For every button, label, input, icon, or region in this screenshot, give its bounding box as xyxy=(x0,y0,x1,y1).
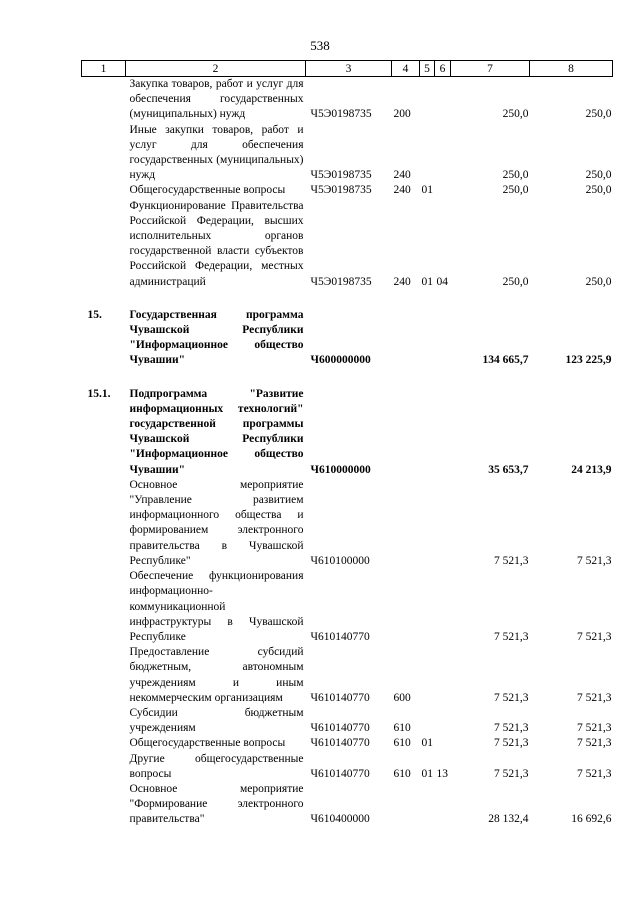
section-code xyxy=(420,782,435,828)
expense-type xyxy=(392,569,420,645)
subsection-code xyxy=(435,183,451,198)
subsection-code xyxy=(435,736,451,751)
amount-year-2: 7 521,3 xyxy=(577,554,612,567)
section-code: 01 xyxy=(421,275,433,288)
amount-year-1: 250,0 xyxy=(502,275,529,288)
target-code: Ч610400000 xyxy=(310,813,370,826)
target-code: Ч610140770 xyxy=(310,630,370,643)
target-code: Ч5Э0198735 xyxy=(310,184,372,197)
table-row xyxy=(82,183,613,198)
table-row xyxy=(82,478,613,569)
amount-year-2: 250,0 xyxy=(585,275,612,288)
row-number xyxy=(82,752,126,782)
header-row xyxy=(82,61,613,77)
expense-type xyxy=(392,387,420,478)
amount-year-2: 7 521,3 xyxy=(577,722,612,735)
row-name: Субсидии бюджетным учреждениям xyxy=(129,706,304,735)
row-name: Основное мероприятие "Управление развитием информационного общества и формированием электронного правительства в Чувашской Республике" xyxy=(129,478,304,567)
row-number xyxy=(82,183,126,198)
section-code xyxy=(420,123,435,184)
subsection-code xyxy=(435,308,451,369)
row-name: Общегосударственные вопросы xyxy=(129,184,286,197)
row-name: Другие общегосударственные вопросы xyxy=(129,752,304,780)
subsection-code xyxy=(435,782,451,828)
expense-type: 600 xyxy=(393,691,411,704)
section-code: 01 xyxy=(421,184,433,197)
row-number xyxy=(82,645,126,706)
row-name: Обеспечение функционирования информационно-коммуникационной инфраструктуры в Чувашской Республике xyxy=(129,570,304,643)
amount-year-1: 7 521,3 xyxy=(494,737,529,750)
row-name: Общегосударственные вопросы xyxy=(129,737,286,750)
row-name: Подпрограмма "Развитие информационных технологий" государственной программы Чувашской Республики "Информационное общество Чувашии" xyxy=(129,387,304,476)
expense-type: 610 xyxy=(393,767,411,780)
table-row xyxy=(82,782,613,828)
expense-type: 240 xyxy=(393,184,411,197)
amount-year-1: 250,0 xyxy=(502,108,529,121)
section-code xyxy=(420,308,435,369)
row-number xyxy=(82,706,126,736)
subsection-code xyxy=(435,387,451,478)
section-code xyxy=(420,478,435,569)
target-code: Ч5Э0198735 xyxy=(310,108,372,121)
table-row xyxy=(82,752,613,782)
amount-year-1: 7 521,3 xyxy=(494,691,529,704)
row-number xyxy=(82,199,126,290)
subsection-code: 13 xyxy=(436,767,448,780)
spacer-row xyxy=(82,369,613,387)
table-row xyxy=(82,645,613,706)
table-body xyxy=(82,77,613,828)
row-number xyxy=(82,478,126,569)
section-code: 01 xyxy=(421,767,433,780)
amount-year-2: 16 692,6 xyxy=(571,813,612,826)
table-row xyxy=(82,199,613,290)
table-row xyxy=(82,736,613,751)
section-code xyxy=(420,387,435,478)
budget-table xyxy=(81,60,613,828)
amount-year-2: 7 521,3 xyxy=(577,691,612,704)
expense-type: 610 xyxy=(393,722,411,735)
target-code: Ч600000000 xyxy=(310,354,371,367)
spacer-row xyxy=(82,290,613,308)
target-code: Ч610140770 xyxy=(310,737,370,750)
amount-year-2: 7 521,3 xyxy=(577,737,612,750)
target-code: Ч610140770 xyxy=(310,722,370,735)
target-code: Ч610000000 xyxy=(310,463,371,476)
subsection-code xyxy=(435,645,451,706)
subsection-code xyxy=(435,478,451,569)
header-col-1: 1 xyxy=(82,61,126,77)
row-number: 15.1. xyxy=(87,387,111,400)
amount-year-2: 24 213,9 xyxy=(571,463,612,476)
amount-year-2: 250,0 xyxy=(585,108,612,121)
subsection-code xyxy=(435,706,451,736)
expense-type xyxy=(392,308,420,369)
target-code: Ч610140770 xyxy=(310,691,370,704)
amount-year-1: 35 653,7 xyxy=(488,463,529,476)
expense-type: 610 xyxy=(393,737,411,750)
amount-year-1: 28 132,4 xyxy=(488,813,529,826)
row-name: Государственная программа Чувашской Республики "Информационное общество Чувашии" xyxy=(129,308,304,367)
row-number xyxy=(82,123,126,184)
header-col-6: 6 xyxy=(435,61,451,77)
subsection-code xyxy=(435,569,451,645)
subsection-code xyxy=(435,123,451,184)
row-number xyxy=(82,77,126,123)
row-name: Закупка товаров, работ и услуг для обеспечения государственных (муниципальных) нужд xyxy=(129,78,304,121)
target-code: Ч5Э0198735 xyxy=(310,275,372,288)
header-col-8: 8 xyxy=(530,61,613,77)
expense-type: 240 xyxy=(393,275,411,288)
expense-type xyxy=(392,478,420,569)
expense-type: 240 xyxy=(393,169,411,182)
header-col-5: 5 xyxy=(420,61,435,77)
target-code: Ч610140770 xyxy=(310,767,370,780)
row-number xyxy=(82,569,126,645)
amount-year-2: 123 225,9 xyxy=(565,354,612,367)
row-number xyxy=(82,736,126,751)
amount-year-1: 7 521,3 xyxy=(494,630,529,643)
expense-type xyxy=(392,782,420,828)
section-code xyxy=(420,569,435,645)
row-number: 15. xyxy=(87,308,102,321)
page-number: 538 xyxy=(310,38,330,53)
section-code xyxy=(420,77,435,123)
table-row xyxy=(82,706,613,736)
section-code xyxy=(420,645,435,706)
amount-year-1: 134 665,7 xyxy=(482,354,529,367)
header-col-4: 4 xyxy=(392,61,420,77)
amount-year-1: 7 521,3 xyxy=(494,722,529,735)
amount-year-1: 250,0 xyxy=(502,184,529,197)
amount-year-2: 7 521,3 xyxy=(577,630,612,643)
subsection-code xyxy=(435,77,451,123)
table-row xyxy=(82,387,613,478)
section-code: 01 xyxy=(421,737,433,750)
spacer-cell xyxy=(82,369,613,387)
header-col-2: 2 xyxy=(126,61,306,77)
amount-year-2: 250,0 xyxy=(585,184,612,197)
table-row xyxy=(82,123,613,184)
amount-year-1: 7 521,3 xyxy=(494,767,529,780)
header-col-3: 3 xyxy=(306,61,392,77)
table-row xyxy=(82,569,613,645)
table-header xyxy=(82,61,613,77)
section-code xyxy=(420,706,435,736)
row-name: Функционирование Правительства Российской Федерации, высших исполнительных органов государственной власти субъектов Российской Федерации, местных администраций xyxy=(129,199,304,288)
table-row xyxy=(82,77,613,123)
spacer-cell xyxy=(82,290,613,308)
row-name: Иные закупки товаров, работ и услуг для обеспечения государственных (муниципальных) нужд xyxy=(129,123,304,182)
header-col-7: 7 xyxy=(451,61,530,77)
amount-year-2: 250,0 xyxy=(585,169,612,182)
target-code: Ч610100000 xyxy=(310,554,370,567)
row-number xyxy=(82,782,126,828)
table-row xyxy=(82,308,613,369)
amount-year-1: 7 521,3 xyxy=(494,554,529,567)
amount-year-2: 7 521,3 xyxy=(577,767,612,780)
target-code: Ч5Э0198735 xyxy=(310,169,372,182)
subsection-code: 04 xyxy=(436,275,448,288)
expense-type: 200 xyxy=(393,108,411,121)
row-name: Основное мероприятие "Формирование электронного правительства" xyxy=(129,782,304,826)
row-name: Предоставление субсидий бюджетным, автономным учреждениям и иным некоммерческим организациям xyxy=(129,646,304,704)
amount-year-1: 250,0 xyxy=(502,169,529,182)
